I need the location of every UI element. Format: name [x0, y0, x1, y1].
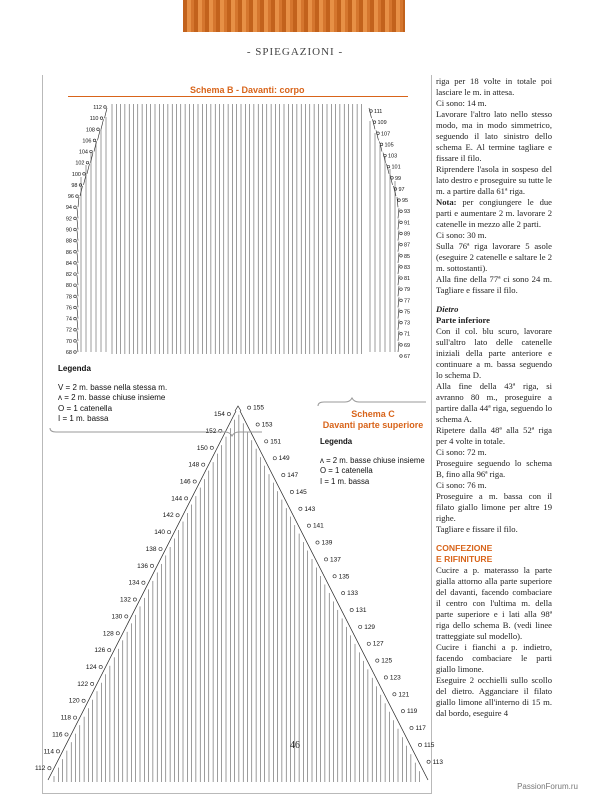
- chain-stitch: [74, 228, 77, 231]
- increase-stitch-left: [77, 208, 78, 218]
- chain-stitch: [82, 699, 85, 702]
- chain-stitch: [400, 321, 403, 324]
- chain-stitch: [73, 716, 76, 719]
- row-number-left: 134: [128, 579, 140, 587]
- row-number-left: 98: [71, 182, 78, 189]
- increase-stitch-left: [84, 175, 87, 185]
- chain-stitch: [97, 128, 100, 131]
- schema-c-title: [318, 409, 428, 431]
- row-number-left: 112: [35, 765, 46, 773]
- row-number-right: 89: [404, 231, 411, 238]
- row-number-right: 121: [398, 691, 410, 699]
- row-number-right: 101: [391, 164, 401, 171]
- row-number-left: 124: [85, 664, 97, 672]
- chain-stitch: [400, 221, 403, 224]
- confezione-heading: CONFEZIONE: [436, 543, 493, 553]
- row-number-left: 128: [102, 630, 114, 638]
- chain-stitch: [342, 592, 345, 595]
- chain-stitch: [427, 760, 430, 763]
- row-number-right: 153: [261, 421, 273, 429]
- chain-stitch: [74, 306, 77, 309]
- chain-stitch: [74, 317, 77, 320]
- increase-stitch-right: [398, 275, 399, 285]
- chain-stitch: [74, 295, 77, 298]
- schema-c-title-line1: Schema C: [351, 409, 395, 419]
- chain-stitch: [48, 767, 51, 770]
- chain-stitch: [99, 665, 102, 668]
- legend-item: I = 1 m. bassa: [58, 414, 109, 423]
- row-number-left: 74: [65, 316, 72, 323]
- row-number-right: 107: [381, 131, 391, 138]
- row-number-right: 73: [404, 320, 411, 327]
- row-number-left: 122: [77, 680, 89, 688]
- row-number-left: 136: [137, 562, 148, 570]
- row-number-right: 71: [404, 331, 411, 338]
- chain-stitch: [104, 106, 107, 109]
- schema-b-title: Schema B - Davanti: corpo: [190, 85, 305, 95]
- row-number-right: 113: [432, 758, 443, 766]
- legend-item: V = 2 m. basse nella stessa m.: [58, 382, 168, 392]
- row-number-left: 84: [65, 260, 72, 267]
- row-number-left: 130: [111, 613, 123, 621]
- chain-stitch: [74, 340, 77, 343]
- row-number-left: 72: [65, 327, 72, 334]
- row-number-right: 131: [355, 606, 367, 614]
- paragraph: Sulla 76ª riga lavorare 5 asole (eseguire 2 catenelle e saltare le 2 m. sottostanti).: [436, 241, 552, 273]
- chain-stitch: [74, 206, 77, 209]
- chain-stitch: [83, 173, 86, 176]
- chain-stitch: [202, 463, 205, 466]
- row-number-right: 127: [372, 640, 384, 648]
- row-number-right: 69: [404, 342, 411, 349]
- row-number-left: 110: [89, 116, 99, 123]
- paragraph: Ci sono: 76 m.: [436, 480, 487, 490]
- instructions-column: [436, 76, 552, 719]
- increase-stitch-left: [77, 242, 78, 252]
- row-number-left: 90: [65, 227, 72, 234]
- row-number-right: 79: [404, 287, 411, 294]
- increase-stitch-left: [77, 253, 78, 263]
- row-number-right: 137: [330, 556, 341, 564]
- chain-stitch: [400, 277, 403, 280]
- increase-stitch-right: [398, 219, 399, 229]
- chain-stitch: [400, 266, 403, 269]
- schema-b-legend: [58, 364, 167, 425]
- row-number-left: 92: [65, 216, 72, 223]
- legend-item: ʌ = 2 m. basse chiuse insieme: [58, 393, 166, 402]
- chain-stitch: [393, 693, 396, 696]
- schema-c-title-line2: Davanti parte superiore: [322, 420, 424, 430]
- increase-stitch-left: [77, 342, 78, 352]
- increase-stitch-left: [77, 275, 78, 285]
- chain-stitch: [400, 344, 403, 347]
- legend-title: Legenda: [58, 364, 91, 373]
- chain-stitch: [256, 423, 259, 426]
- paragraph: Alla fine della 77ª ci sono 24 m. Tagliare e fissare il filo.: [436, 274, 552, 295]
- paragraph: Proseguire seguendo lo schema B, fino alla 96ª riga.: [436, 458, 552, 479]
- chain-stitch: [91, 682, 94, 685]
- chain-stitch: [400, 288, 403, 291]
- increase-stitch-left: [105, 108, 108, 118]
- row-number-left: 88: [65, 238, 72, 245]
- paragraph: Con il col. blu scuro, lavorare sull'altro lato delle catenelle iniziali della parte anteriore e continuare a m. bassa seguendo lo schema D.: [436, 326, 552, 380]
- row-number-right: 151: [270, 438, 282, 446]
- schema-c-legend: [320, 437, 425, 487]
- chain-stitch: [76, 195, 79, 198]
- paragraph: Cucire a p. materasso la parte gialla attorno alla parte superiore del davanti, facendo combaciare il centro con l'ultima m. della parte superiore e i lati alla 98ª riga dello schema B. (vedi linee tratteggiate sul modello).: [436, 565, 552, 641]
- row-number-right: 145: [295, 488, 307, 496]
- row-number-right: 77: [404, 298, 411, 305]
- paragraph: Alla fine della 43ª riga, si avranno 80 m., proseguire a partire dalla 44ª riga, seguendo lo schema A.: [436, 381, 552, 424]
- chain-stitch: [65, 733, 68, 736]
- paragraph: Ci sono: 72 m.: [436, 447, 487, 457]
- row-number-right: 125: [381, 657, 393, 665]
- chain-stitch: [367, 642, 370, 645]
- row-number-right: 117: [415, 725, 426, 733]
- row-number-left: 116: [52, 731, 63, 739]
- row-number-right: 91: [404, 220, 411, 227]
- row-number-left: 114: [43, 748, 54, 756]
- chain-stitch: [384, 676, 387, 679]
- nota-text: per congiungere le due parti e aumentare 2 m. lavorare 2 catenelle in mezzo alle 2 parti.: [436, 197, 552, 229]
- legend-item: O = 1 catenella: [58, 403, 113, 413]
- row-number-right: 97: [398, 186, 405, 193]
- row-number-right: 87: [404, 242, 411, 249]
- row-number-right: 135: [338, 573, 350, 581]
- row-number-right: 95: [402, 198, 409, 205]
- chain-stitch: [324, 558, 327, 561]
- row-number-right: 139: [321, 539, 333, 547]
- chain-stitch: [410, 726, 413, 729]
- chain-stitch: [74, 273, 77, 276]
- row-number-left: 112: [93, 105, 102, 111]
- row-number-left: 94: [65, 205, 72, 212]
- chain-stitch: [299, 507, 302, 510]
- chain-stitch: [400, 210, 403, 213]
- increase-stitch-left: [98, 130, 101, 140]
- paragraph: Ripetere dalla 48ª alla 52ª riga per 4 volte in totale.: [436, 425, 552, 446]
- row-number-left: 144: [171, 495, 183, 503]
- triangle-edge-left: [48, 411, 236, 780]
- increase-stitch-left: [101, 119, 104, 129]
- row-number-left: 126: [94, 647, 106, 655]
- row-number-left: 68: [65, 350, 72, 356]
- increase-stitch-left: [78, 197, 79, 207]
- row-number-right: 133: [347, 590, 358, 598]
- decrease-stitch: [235, 406, 241, 411]
- row-number-left: 96: [67, 194, 74, 201]
- legend-title: Legenda: [320, 437, 353, 446]
- row-number-left: 154: [214, 411, 225, 419]
- chain-stitch: [79, 184, 82, 187]
- chain-stitch: [142, 581, 145, 584]
- increase-stitch-right: [398, 286, 399, 296]
- chain-stitch: [108, 649, 111, 652]
- row-number-left: 142: [162, 512, 174, 520]
- chain-stitch: [282, 473, 285, 476]
- increase-stitch-left: [77, 286, 78, 296]
- row-number-left: 70: [65, 338, 72, 345]
- row-number-left: 78: [65, 294, 72, 301]
- increase-stitch-left: [77, 231, 78, 241]
- chain-stitch: [150, 564, 153, 567]
- increase-stitch-right: [398, 231, 399, 241]
- increase-stitch-left: [80, 186, 83, 196]
- row-number-left: 150: [196, 444, 208, 452]
- page-number: 46: [290, 740, 300, 751]
- row-number-left: 104: [78, 149, 88, 156]
- legend-item: ʌ = 2 m. basse chiuse insieme: [320, 455, 425, 465]
- row-number-right: 143: [304, 505, 316, 513]
- chain-stitch: [100, 117, 103, 120]
- chain-stitch: [400, 299, 403, 302]
- increase-stitch-right: [398, 331, 399, 341]
- increase-stitch-left: [77, 308, 78, 318]
- chain-stitch: [86, 161, 89, 164]
- nota-paragraph: [436, 197, 552, 230]
- row-number-right: 83: [404, 264, 411, 271]
- row-number-right: 109: [377, 120, 387, 127]
- chain-stitch: [350, 608, 353, 611]
- chain-stitch: [74, 239, 77, 242]
- row-number-left: 106: [82, 138, 92, 145]
- increase-stitch-left: [77, 219, 78, 229]
- paragraph: Cucire i fianchi a p. indietro, facendo combaciare le parti giallo limone.: [436, 642, 552, 674]
- chain-stitch: [74, 262, 77, 265]
- nota-label: Nota:: [436, 197, 457, 207]
- row-number-right: 67: [404, 354, 411, 360]
- rifiniture-heading: E RIFINITURE: [436, 554, 493, 564]
- increase-stitch-right: [398, 253, 399, 263]
- increase-stitch-right: [398, 264, 399, 274]
- increase-stitch-right: [398, 208, 399, 218]
- chain-stitch: [159, 547, 162, 550]
- chain-stitch: [74, 217, 77, 220]
- row-number-right: 129: [364, 623, 376, 631]
- increase-stitch-right: [398, 297, 399, 307]
- row-number-left: 82: [65, 272, 72, 279]
- row-number-right: 85: [404, 253, 411, 260]
- chain-stitch: [116, 632, 119, 635]
- increase-stitch-right: [398, 242, 399, 252]
- chain-stitch: [307, 524, 310, 527]
- chain-stitch: [400, 232, 403, 235]
- row-number-right: 155: [253, 404, 264, 412]
- chain-stitch: [90, 150, 93, 153]
- row-number-right: 75: [404, 309, 411, 316]
- section-header: - SPIEGAZIONI -: [246, 46, 344, 58]
- chain-stitch: [93, 139, 96, 142]
- row-number-left: 120: [68, 697, 80, 705]
- chain-stitch: [74, 351, 77, 354]
- row-number-right: 111: [374, 109, 383, 115]
- paragraph: Riprendere l'asola in sospeso del lato destro e proseguire su tutte le m. a partire dalla 61ª riga.: [436, 164, 552, 196]
- chain-stitch: [74, 328, 77, 331]
- chain-stitch: [400, 243, 403, 246]
- chain-stitch: [185, 497, 188, 500]
- increase-stitch-left: [77, 320, 78, 330]
- chain-stitch: [398, 199, 401, 202]
- increase-stitch-left: [77, 297, 78, 307]
- chain-stitch: [176, 514, 179, 517]
- chain-stitch: [400, 332, 403, 335]
- row-number-left: 100: [71, 171, 81, 178]
- site-watermark: PassionForum.ru: [517, 782, 578, 791]
- paragraph: Lavorare l'altro lato nello stesso modo, ma in modo simmetrico, seguendo il lato sinistro dello schema E. Al termine tagliare e fissare il filo.: [436, 109, 552, 163]
- chain-stitch: [210, 446, 213, 449]
- legend-bracket: [318, 398, 426, 406]
- increase-stitch-right: [398, 320, 399, 330]
- row-number-left: 132: [120, 596, 131, 604]
- row-number-right: 81: [404, 276, 411, 283]
- increase-stitch-right: [398, 342, 399, 352]
- chain-stitch: [227, 412, 230, 415]
- row-number-left: 138: [145, 545, 157, 553]
- chain-stitch: [290, 490, 293, 493]
- row-number-right: 105: [384, 142, 394, 149]
- paragraph: Tagliare e fissare il filo.: [436, 524, 518, 534]
- chain-stitch: [401, 710, 404, 713]
- chain-stitch: [133, 598, 136, 601]
- chain-stitch: [125, 615, 128, 618]
- increase-stitch-left: [77, 264, 78, 274]
- row-number-right: 119: [406, 708, 418, 716]
- row-number-left: 118: [60, 714, 72, 722]
- row-number-right: 99: [395, 175, 402, 182]
- row-number-left: 80: [65, 283, 72, 290]
- chain-stitch: [333, 575, 336, 578]
- row-number-right: 115: [424, 741, 435, 749]
- row-number-left: 152: [205, 427, 217, 435]
- chain-stitch: [400, 355, 403, 358]
- chain-stitch: [316, 541, 319, 544]
- increase-stitch-right: [397, 197, 398, 207]
- row-number-right: 103: [388, 153, 398, 160]
- row-number-left: 148: [188, 461, 200, 469]
- chain-stitch: [74, 284, 77, 287]
- increase-stitch-left: [77, 331, 78, 341]
- chain-stitch: [248, 406, 251, 409]
- row-number-right: 141: [312, 522, 324, 530]
- increase-stitch-left: [87, 164, 90, 174]
- row-number-right: 147: [287, 472, 299, 480]
- row-number-left: 146: [179, 478, 191, 486]
- row-number-left: 76: [65, 305, 72, 312]
- paragraph: Ci sono: 30 m.: [436, 230, 487, 240]
- paragraph: Proseguire a m. bassa con il filato giallo limone per altre 19 righe.: [436, 491, 552, 523]
- paragraph: Eseguire 2 occhielli sullo scollo del dietro. Agganciare il filato giallo limone all'interno di 15 m. dal bordo, eseguire 4: [436, 675, 552, 718]
- increase-stitch-right: [398, 308, 399, 318]
- row-number-left: 140: [154, 529, 166, 537]
- parte-inferiore-heading: Parte inferiore: [436, 315, 491, 325]
- chain-stitch: [400, 254, 403, 257]
- legend-item: I = 1 m. bassa: [320, 476, 370, 486]
- legend-item: O = 1 catenella: [320, 466, 373, 475]
- paragraph: riga per 18 volte in totale poi lasciare le m. in attesa.: [436, 76, 552, 97]
- row-number-left: 108: [85, 127, 95, 134]
- paragraph: Ci sono: 14 m.: [436, 98, 487, 108]
- chain-stitch: [265, 440, 268, 443]
- chain-stitch: [167, 531, 170, 534]
- row-number-right: 123: [389, 674, 401, 682]
- row-number-right: 149: [278, 455, 290, 463]
- dietro-heading: Dietro: [436, 304, 459, 314]
- row-number-left: 86: [65, 249, 72, 256]
- chain-stitch: [400, 310, 403, 313]
- row-number-right: 93: [404, 209, 411, 216]
- chain-stitch: [376, 659, 379, 662]
- chain-stitch: [273, 457, 276, 460]
- chain-stitch: [359, 625, 362, 628]
- row-number-left: 102: [75, 160, 85, 167]
- chain-stitch: [193, 480, 196, 483]
- chain-stitch: [74, 250, 77, 253]
